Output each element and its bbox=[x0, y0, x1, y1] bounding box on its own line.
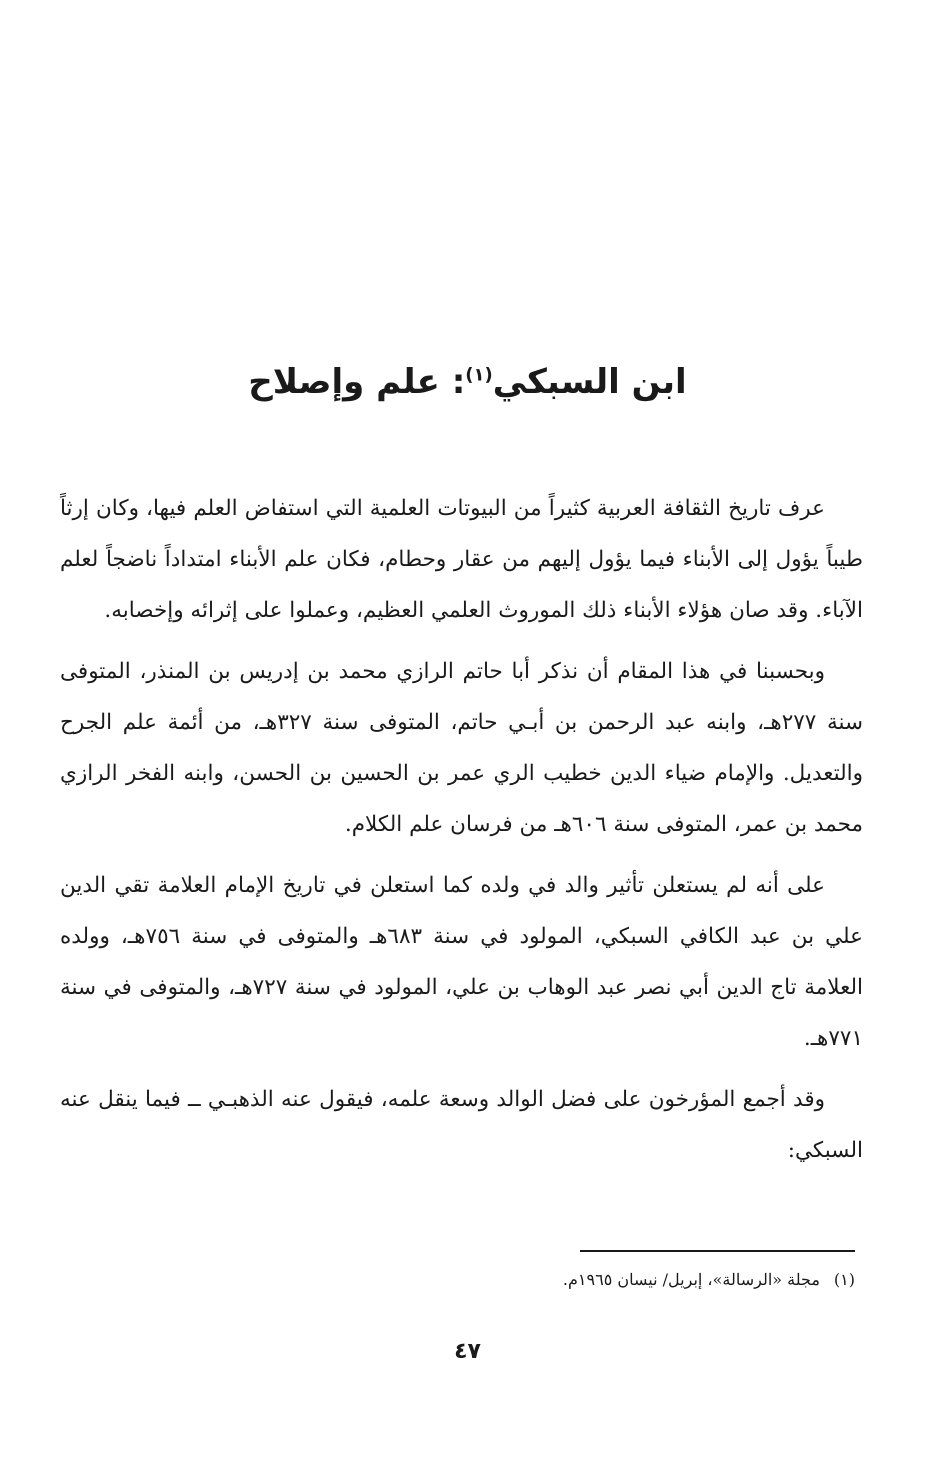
chapter-title-rest: : علم وإصلاح bbox=[248, 362, 466, 402]
paragraph-text: وقد أجمع المؤرخون على فضل الوالد وسعة علمه، فيقول عنه الذهبـي ــ فيما ينقل عنه السبكي: bbox=[60, 1087, 863, 1163]
footnote-separator bbox=[580, 1250, 855, 1252]
title-footnote-ref: (١) bbox=[465, 364, 493, 386]
chapter-body bbox=[60, 483, 863, 1186]
footnote bbox=[60, 1266, 855, 1294]
paragraph-1 bbox=[60, 483, 863, 636]
paragraph-4 bbox=[60, 1074, 863, 1176]
footnote-text: مجلة «الرسالة»، إبريل/ نيسان ١٩٦٥م. bbox=[562, 1270, 820, 1289]
chapter-title-main: ابن السبكي bbox=[492, 362, 687, 402]
chapter-title bbox=[60, 352, 875, 412]
paragraph-2 bbox=[60, 646, 863, 850]
paragraph-text: على أنه لم يستعلن تأثير والد في ولده كما استعلن في تاريخ الإمام العلامة تقي الدين علي بن عبد الكافي السبكي، المولود في سنة ٦٨٣هـ والمتوفى في سنة ٧٥٦هـ، وولده العلامة تاج الدين أبي نصر عبد الوهاب بن علي، المولود في سنة ٧٢٧هـ، والمتوفى في سنة ٧٧١هـ. bbox=[60, 873, 863, 1051]
paragraph-text: وبحسبنا في هذا المقام أن نذكر أبا حاتم الرازي محمد بن إدريس بن المنذر، المتوفى سنة ٢٧٧هـ، وابنه عبد الرحمن بن أبـي حاتم، المتوفى سنة ٣٢٧هـ، من أئمة علم الجرح والتعديل. والإمام ضياء الدين خطيب الري عمر بن الحسين بن الحسن، وابنه الفخر الرازي محمد بن عمر، المتوفى سنة ٦٠٦هـ من فرسان علم الكلام. bbox=[60, 659, 863, 837]
page-number: ٤٧ bbox=[454, 1339, 481, 1364]
paragraph-3 bbox=[60, 860, 863, 1064]
footnote-number: (١) bbox=[833, 1270, 855, 1289]
paragraph-text: عرف تاريخ الثقافة العربية كثيراً من البيوتات العلمية التي استفاض العلم فيها، وكان إرثاً طيباً يؤول إلى الأبناء فيما يؤول إليهم من عقار وحطام، فكان علم الأبناء امتداداً ناضجاً لعلم الآباء. وقد صان هؤلاء الأبناء ذلك الموروث العلمي العظيم، وعملوا على إثرائه وإخصابه. bbox=[60, 496, 863, 623]
